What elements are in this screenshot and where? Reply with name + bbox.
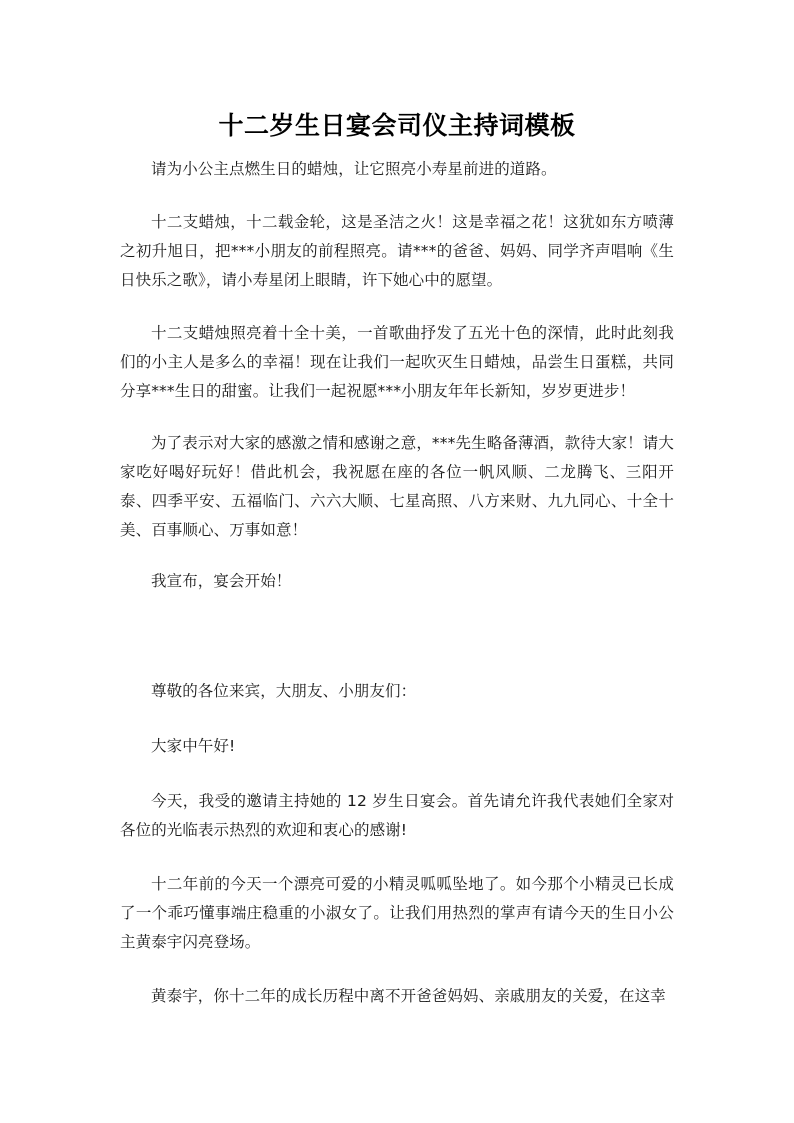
- paragraph-introduction: 十二年前的今天一个漂亮可爱的小精灵呱呱坠地了。如今那个小精灵已长成了一个乖巧懂事端庄稳重的小淑女了。让我们用热烈的掌声有请今天的生日小公主黄泰宇闪亮登场。: [120, 875, 674, 951]
- paragraph-twelve-candles: 十二支蜡烛，十二载金轮，这是圣洁之火！这是幸福之花！这犹如东方喷薄之初升旭日，把***小朋友的前程照亮。请***的爸爸、妈妈、同学齐声唱响《生日快乐之歌》，请小寿星闭上眼睛，许下她心中的愿望。: [120, 213, 674, 289]
- paragraph-salutation: 尊敬的各位来宾，大朋友、小朋友们：: [151, 682, 417, 700]
- paragraph-banquet-start: 我宣布，宴会开始！: [151, 572, 292, 590]
- paragraph-welcome: 今天，我受的邀请主持她的 12 岁生日宴会。首先请允许我代表她们全家对各位的光临表示热烈的欢迎和衷心的感谢!: [120, 792, 674, 839]
- paragraph-thanks-and-wishes: 为了表示对大家的感激之情和感谢之意，***先生略备薄酒，款待大家！请大家吃好喝好玩好！借此机会，我祝愿在座的各位一帆风顺、二龙腾飞、三阳开泰、四季平安、五福临门、六六大顺、七星高照、八方来财、九九同心、十全十美、百事顺心、万事如意！: [120, 434, 674, 539]
- paragraph-greeting: 大家中午好!: [151, 737, 236, 755]
- document-title: 十二岁生日宴会司仪主持词模板: [218, 111, 576, 140]
- paragraph-growth: 黄泰宇，你十二年的成长历程中离不开爸爸妈妈、亲戚朋友的关爱，在这幸: [151, 987, 666, 1005]
- paragraph-blow-candles: 十二支蜡烛照亮着十全十美，一首歌曲抒发了五光十色的深情，此时此刻我们的小主人是多么的幸福！现在让我们一起吹灭生日蜡烛，品尝生日蛋糕，共同分享***生日的甜蜜。让我们一起祝愿***小朋友年年长新知，岁岁更进步！: [120, 324, 674, 400]
- paragraph-candle-lighting: 请为小公主点燃生日的蜡烛，让它照亮小寿星前进的道路。: [151, 160, 557, 178]
